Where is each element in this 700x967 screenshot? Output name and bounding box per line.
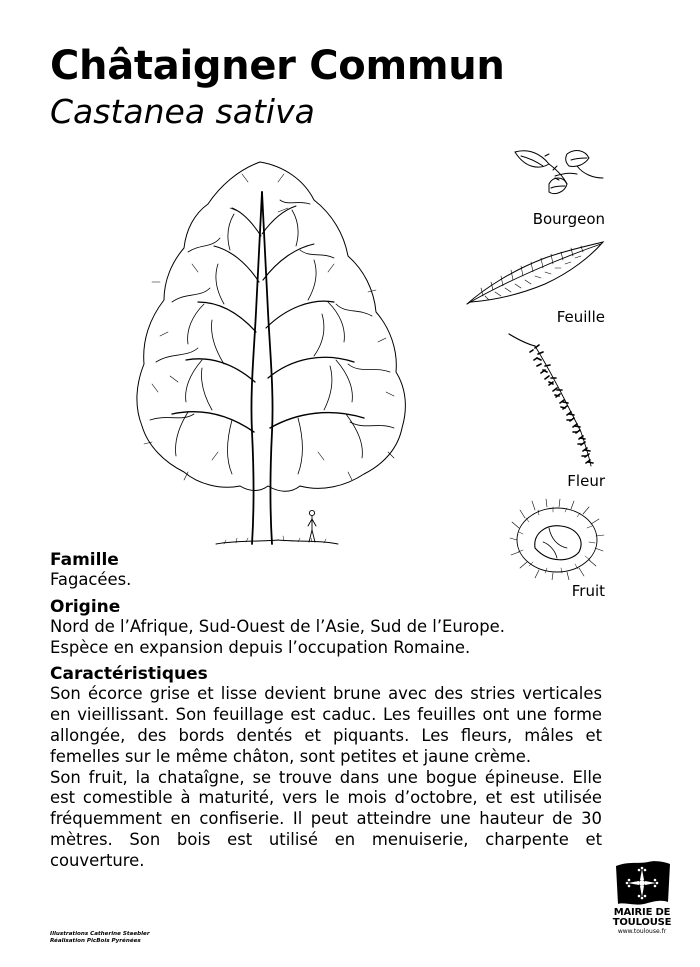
famille-heading: Famille	[50, 550, 119, 570]
caracteristiques-heading: Caractéristiques	[50, 664, 208, 685]
page-title: Châtaigner Commun	[50, 43, 505, 89]
latin-name: Castanea sativa	[50, 92, 315, 131]
famille-text: Fagacées.	[50, 570, 132, 589]
origine-text-line2: Espèce en expansion depuis l’occupation Romaine.	[50, 637, 471, 657]
catkin-icon	[505, 332, 605, 470]
caracteristiques-paragraph-2: Son fruit, la chataîgne, se trouve dans une bogue épineuse. Elle est comestible à maturité, vers le mois d’octobre, et est utilisée fréquemment en confiserie. Il peut atteindre une hauteur de 30 mètres. Son bois est utilisé en menuiserie, charpente et couverture.	[50, 767, 602, 870]
specimen-label: Feuille	[556, 308, 605, 326]
credit-illustrations: Illustrations Catherine Staebler	[50, 931, 150, 937]
chestnut-tree-illustration	[128, 152, 408, 550]
leaf-icon	[465, 240, 605, 306]
origine-text-line1: Nord de l’Afrique, Sud-Ouest de l’Asie, Sud de l’Europe.	[50, 616, 505, 636]
caracteristiques-paragraph-1: Son écorce grise et lisse devient brune avec des stries verticales en vieillissant. Son feuillage est caduc. Les feuilles ont une forme allongée, des bords dentés et piquants. Les fleurs, mâles et femelles sur le même châton, sont petites et jaune crème.	[50, 684, 602, 766]
specimen-flower	[460, 332, 605, 490]
specimen-label: Fleur	[567, 472, 605, 490]
logo-url: www.toulouse.fr	[617, 928, 667, 935]
specimen-label: Fruit	[571, 582, 605, 600]
logo-text-line1: MAIRIE DE	[613, 907, 671, 918]
mairie-toulouse-logo	[603, 860, 681, 936]
credit-realisation: Réalisation PicBois Pyrénées	[50, 938, 141, 944]
occitan-cross-flag-icon	[612, 860, 672, 908]
specimen-leaf	[460, 240, 605, 326]
description	[50, 550, 602, 872]
specimen-bud	[460, 146, 605, 228]
bud-icon	[509, 146, 605, 208]
origine-heading: Origine	[50, 596, 121, 617]
specimen-label: Bourgeon	[532, 210, 605, 228]
logo-text-line2: TOULOUSE	[612, 917, 672, 928]
credits	[50, 931, 150, 945]
